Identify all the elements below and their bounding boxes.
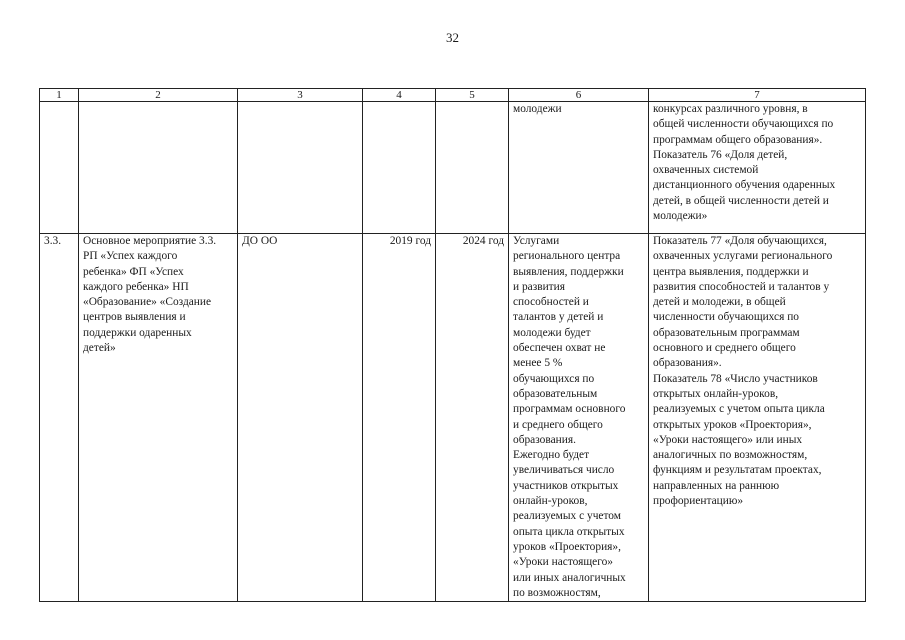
result-cell: молодежи xyxy=(509,102,649,234)
indicators-cell: Показатель 77 «Доля обучающихся, охваченных услугами регионального центра выявления, поддержки и развития способностей и талантов у детей и молодежи, в общей численности обучающихся по образовательным программам основного и среднего общего образования». Показатель 78 «Число участников открытых онлайн-уроков, реализуемых с учетом опыта цикла открытых уроков «Проектория», «Уроки настоящего» или иных аналогичных по возможностям, функциям и результатам проектах, направленных на раннюю профориентацию» xyxy=(649,234,866,602)
column-header: 6 xyxy=(509,89,649,102)
end-year-cell: 2024 год xyxy=(436,234,509,602)
continuation-row xyxy=(40,102,866,234)
page-number: 32 xyxy=(446,30,459,45)
activity-name-cell: Основное мероприятие 3.3. РП «Успех каждого ребенка» ФП «Успех каждого ребенка» НП «Образование» «Создание центров выявления и поддержки одаренных детей» xyxy=(79,234,238,602)
empty-cell xyxy=(238,102,363,234)
program-table xyxy=(39,88,866,602)
start-year-cell: 2019 год xyxy=(363,234,436,602)
column-header: 2 xyxy=(79,89,238,102)
header-row xyxy=(40,89,866,102)
column-header: 1 xyxy=(40,89,79,102)
result-cell: Услугами регионального центра выявления, поддержки и развития способностей и талантов у детей и молодежи будет обеспечен охват не менее 5 % обучающихся по образовательным программам основного и среднего общего образования. Ежегодно будет увеличиваться число участников открытых онлайн-уроков, реализуемых с учетом опыта цикла открытых уроков «Проектория», «Уроки настоящего» или иных аналогичных по возможностям, xyxy=(509,234,649,602)
indicators-cell: конкурсах различного уровня, в общей численности обучающихся по программам общего образования». Показатель 76 «Доля детей, охваченных системой дистанционного обучения одаренных детей, в общей численности детей и молодежи» xyxy=(649,102,866,234)
executor-cell: ДО ОО xyxy=(238,234,363,602)
column-header: 7 xyxy=(649,89,866,102)
table-row xyxy=(40,234,866,602)
empty-cell xyxy=(79,102,238,234)
empty-cell xyxy=(436,102,509,234)
column-header: 3 xyxy=(238,89,363,102)
column-header: 4 xyxy=(363,89,436,102)
row-number: 3.3. xyxy=(40,234,79,602)
column-header: 5 xyxy=(436,89,509,102)
empty-cell xyxy=(363,102,436,234)
empty-cell xyxy=(40,102,79,234)
